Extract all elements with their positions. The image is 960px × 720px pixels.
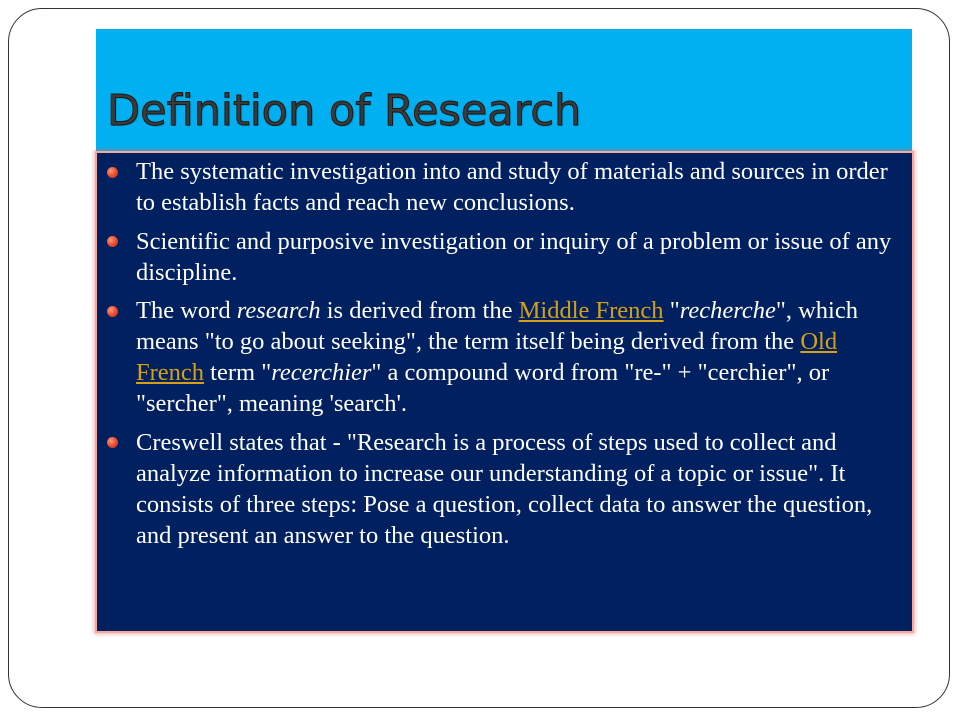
term-recherche: recherche	[679, 297, 776, 324]
orange-bullet-icon	[107, 167, 118, 178]
orange-bullet-icon	[107, 437, 118, 448]
bullet-text-1: The systematic investigation into and study of materials and sources in order to establish facts and reach new conclusions.	[136, 158, 888, 216]
orange-bullet-icon	[107, 236, 118, 247]
old-french-link[interactable]: Old French	[136, 328, 838, 386]
bullet-text-4: Creswell states that - "Research is a process of steps used to collect and analyze information to increase our understanding of a topic or issue". It consists of three steps: Pose a question, collect data to answer the question, and present an answer to the question.	[136, 428, 873, 549]
bullet-text-3-part-1: The word	[136, 297, 237, 324]
bullet-list	[97, 156, 912, 558]
bullet-text-3-part-6: " a compound word from "re-" + "cerchier", or "sercher", meaning 'search'.	[136, 359, 830, 417]
bullet-text-3-part-2: is derived from the	[320, 297, 519, 324]
content-box	[95, 151, 914, 633]
bullet-item-2	[97, 226, 912, 288]
orange-bullet-icon	[107, 306, 118, 317]
bullet-text-2: Scientific and purposive investigation or inquiry of a problem or issue of any discipline.	[136, 227, 892, 286]
bullet-text-3-part-5: term "	[204, 359, 272, 386]
slide-title: Definition of Research	[107, 86, 582, 136]
bullet-text-3-part-3: "	[663, 297, 680, 324]
middle-french-link[interactable]: Middle French	[518, 297, 664, 324]
bullet-item-4	[97, 427, 912, 551]
term-recerchier: recerchier	[271, 359, 372, 386]
bullet-item-3	[97, 295, 912, 419]
bullet-text-3-part-4: ", which means "to go about seeking", the term itself being derived from the	[136, 297, 858, 355]
bullet-item-1	[97, 156, 912, 218]
word-research: research	[236, 297, 321, 324]
